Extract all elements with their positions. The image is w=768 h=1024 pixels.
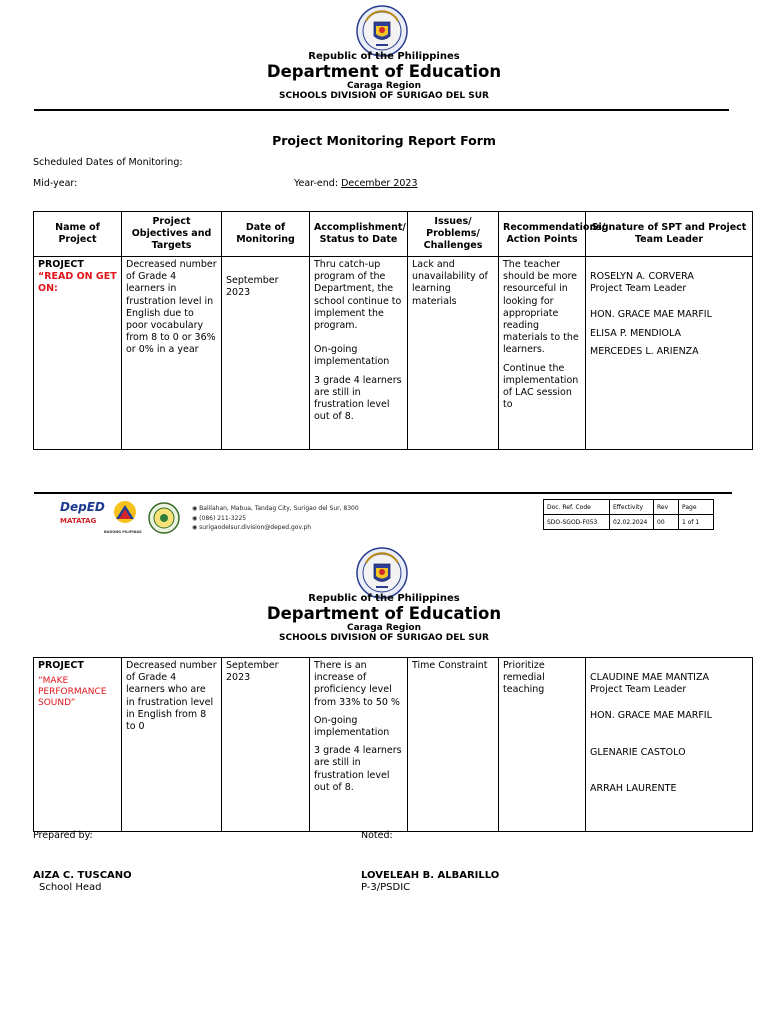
doc-reference-table xyxy=(543,499,714,530)
status-text: Thru catch-up program of the Department, the school continue to implement the program. xyxy=(314,259,402,332)
yearend-value: December 2023 xyxy=(341,178,418,189)
project-name-cell xyxy=(34,658,122,832)
yearend-label: Year-end: xyxy=(294,178,339,189)
division-heading: SCHOOLS DIVISION OF SURIGAO DEL SUR xyxy=(279,633,489,643)
col-header: Date of Monitoring xyxy=(222,212,310,257)
project-prefix: PROJECT xyxy=(38,660,84,671)
ref-header: Doc. Ref. Code xyxy=(544,500,610,515)
ref-header: Page xyxy=(679,500,714,515)
status-cell xyxy=(310,257,408,450)
republic-heading: Republic of the Philippines xyxy=(308,51,460,62)
team-leader-role: Project Team Leader xyxy=(590,684,687,696)
recommendation-text: Continue the implementation of LAC session to xyxy=(503,362,579,411)
signatory: ARRAH LAURENTE xyxy=(590,782,677,794)
header-divider xyxy=(34,109,729,111)
phone-text: (086) 211-3225 xyxy=(199,514,247,522)
project-name-cell xyxy=(34,257,122,450)
email-text: surigaodelsur.division@deped.gov.ph xyxy=(199,524,312,531)
phone-icon: ◉ xyxy=(192,514,198,522)
col-header: Project Objectives and Targets xyxy=(122,212,222,257)
team-leader-role: Project Team Leader xyxy=(590,283,687,295)
col-header: Recommendations/ Action Points xyxy=(499,212,586,257)
objectives-cell: Decreased number of Grade 4 learners who are in frustration level in English from 8 to 0 xyxy=(122,658,222,832)
signature-cell xyxy=(586,257,753,450)
status-text: On-going implementation xyxy=(314,714,390,739)
bagong-pilipinas-logo-icon xyxy=(108,499,142,529)
col-header: Name of Project xyxy=(34,212,122,257)
address-line xyxy=(192,504,359,514)
noted-by-name: LOVELEAH B. ALBARILLO xyxy=(361,870,500,881)
issues-cell: Lack and unavailability of learning materials xyxy=(408,257,499,450)
project-name: “MAKE PERFORMANCE SOUND” xyxy=(38,676,107,709)
col-header: Issues/ Problems/ Challenges xyxy=(408,212,499,257)
department-heading: Department of Education xyxy=(266,604,502,623)
email-line xyxy=(192,523,359,533)
form-title: Project Monitoring Report Form xyxy=(272,133,496,148)
region-heading: Caraga Region xyxy=(347,623,421,633)
signatory: MERCEDES L. ARIENZA xyxy=(590,345,699,357)
table-header-row xyxy=(34,212,753,257)
ref-value: 1 of 1 xyxy=(679,515,714,530)
date-cell: September 2023 xyxy=(222,257,310,450)
recommendation-text: The teacher should be more resourceful in looking for appropriate reading materials to the learners. xyxy=(503,259,579,356)
signatory: GLENARIE CASTOLO xyxy=(590,746,686,758)
prepared-by-role: School Head xyxy=(39,882,102,893)
midyear-label: Mid-year: xyxy=(33,178,78,189)
table-row xyxy=(34,257,753,450)
status-text: 3 grade 4 learners are still in frustration level out of 8. xyxy=(314,745,402,793)
table-row xyxy=(34,658,753,832)
status-text: There is an increase of proficiency level from 33% to 50 % xyxy=(314,660,400,708)
team-leader-name: CLAUDINE MAE MANTIZA xyxy=(590,672,709,683)
signature-cell xyxy=(586,658,753,832)
contact-block xyxy=(192,504,359,533)
project-prefix: PROJECT xyxy=(38,259,84,270)
ref-header: Effectivity xyxy=(610,500,654,515)
ref-value: 00 xyxy=(654,515,679,530)
scheduled-label: Scheduled Dates of Monitoring: xyxy=(33,157,183,168)
monitoring-table xyxy=(33,211,753,450)
ref-value: 02.02.2024 xyxy=(610,515,654,530)
deped-seal-icon xyxy=(356,5,408,57)
republic-heading: Republic of the Philippines xyxy=(308,593,460,604)
col-header: Signature of SPT and Project Team Leader xyxy=(586,212,753,257)
ref-value: SDO-SGOD-F053 xyxy=(544,515,610,530)
department-heading: Department of Education xyxy=(266,62,502,81)
signatory: ELISA P. MENDIOLA xyxy=(590,327,682,339)
region-heading: Caraga Region xyxy=(347,81,421,91)
status-text: On-going implementation xyxy=(314,344,390,368)
deped-logo-text: DepED xyxy=(60,500,105,514)
deped-seal-icon xyxy=(356,547,408,599)
noted-label: Noted: xyxy=(361,830,393,841)
prepared-by-name: AIZA C. TUSCANO xyxy=(33,870,132,881)
address-text: Balilahan, Mabua, Tandag City, Surigao del Sur, 8300 xyxy=(199,505,359,512)
objectives-cell: Decreased number of Grade 4 learners in frustration level in English due to poor vocabulary from 8 to 0 or 36% or 0% in a year xyxy=(122,257,222,450)
signatory: HON. GRACE MAE MARFIL xyxy=(590,309,712,321)
date-cell: September 2023 xyxy=(222,658,310,832)
yearend-field xyxy=(294,178,418,189)
recommendations-cell: Prioritize remedial teaching xyxy=(499,658,586,832)
footer-divider xyxy=(34,492,732,494)
ref-header: Rev xyxy=(654,500,679,515)
email-icon: ◉ xyxy=(192,524,198,531)
bagong-pilipinas-text: BAGONG PILIPINAS xyxy=(104,530,142,534)
division-seal-icon xyxy=(148,502,180,534)
noted-by-role: P-3/PSDIC xyxy=(361,882,411,893)
prepared-by-label: Prepared by: xyxy=(33,830,93,841)
signatory: HON. GRACE MAE MARFIL xyxy=(590,710,712,722)
team-leader-name: ROSELYN A. CORVERA xyxy=(590,271,694,282)
col-header: Accomplishment/ Status to Date xyxy=(310,212,408,257)
recommendations-cell xyxy=(499,257,586,450)
project-name: “READ ON GET ON: xyxy=(38,271,117,295)
status-cell xyxy=(310,658,408,832)
deped-matatag-logo xyxy=(60,500,105,525)
phone-line xyxy=(192,514,359,524)
division-heading: SCHOOLS DIVISION OF SURIGAO DEL SUR xyxy=(279,91,489,101)
matatag-logo-text: MATATAG xyxy=(60,517,97,525)
issues-cell: Time Constraint xyxy=(408,658,499,832)
monitoring-table-continued xyxy=(33,657,753,832)
location-pin-icon: ◉ xyxy=(192,505,198,512)
status-text: 3 grade 4 learners are still in frustration level out of 8. xyxy=(314,374,402,423)
